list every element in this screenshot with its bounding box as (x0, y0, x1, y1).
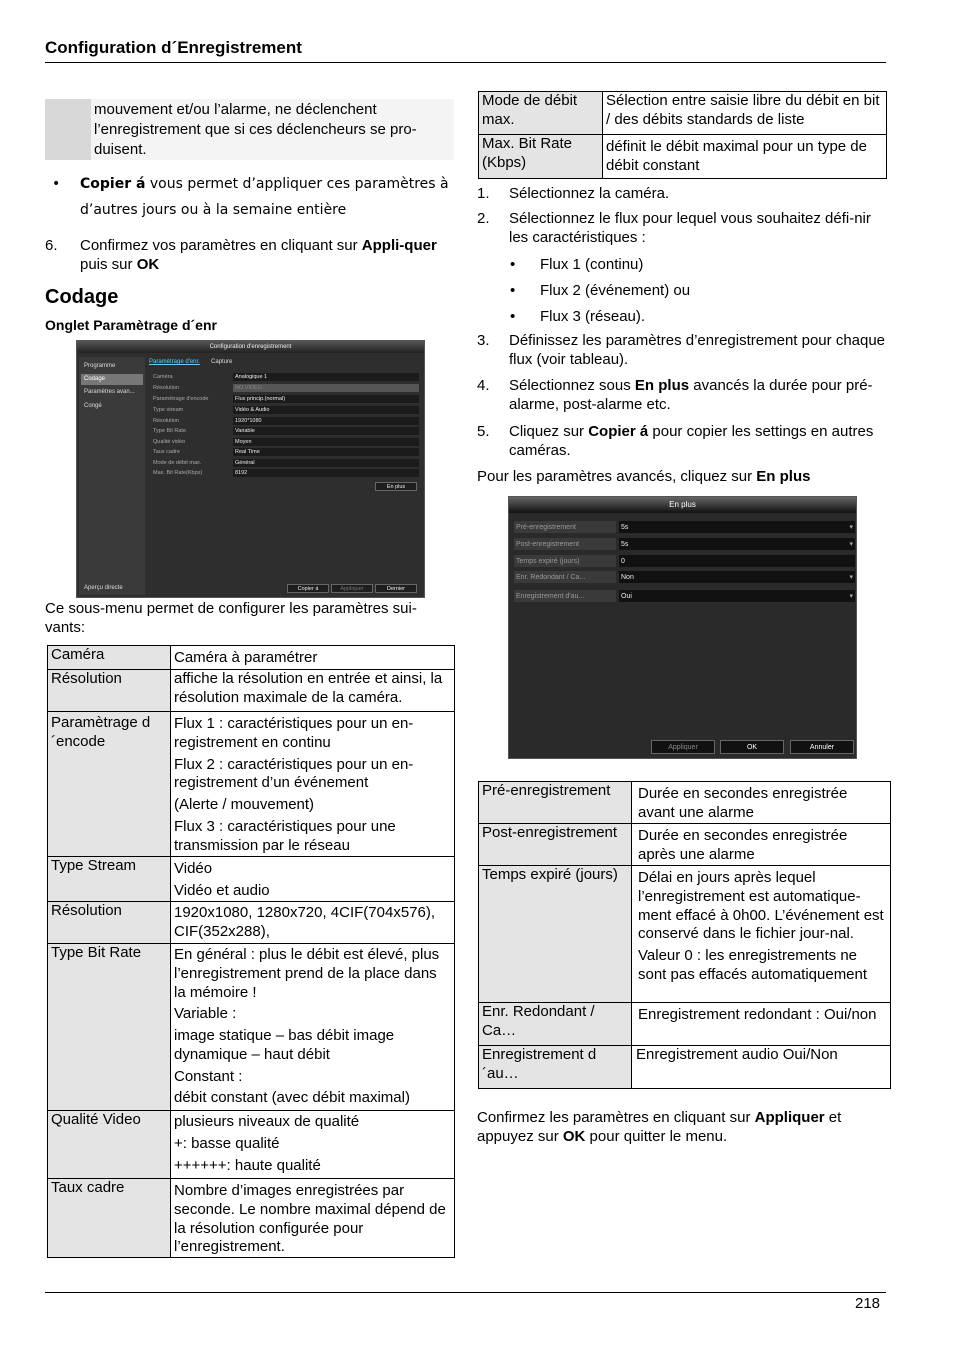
cancel-button[interactable]: Annuler (790, 740, 854, 754)
page-number: 218 (855, 1295, 881, 1312)
advanced-intro: Pour les paramètres avancés, cliquez sur En plus (477, 468, 811, 485)
table-row (48, 670, 455, 712)
sidebar-item-programme[interactable]: Programme (84, 363, 116, 369)
row-value: Flux 1 : caractéristiques pour un en-registrement en continu Flux 2 : caractéristiques pour un en-registrement d’un événement (Alerte / mouvement) Flux 3 : caractéristiques pour une transmission par le réseau (171, 712, 455, 857)
row-key: Enr. Redondant / Ca… (479, 1003, 632, 1046)
record-config-screenshot (76, 340, 425, 598)
row-value: 1920x1080, 1280x720, 4CIF(704x576), CIF(352x288), (171, 902, 455, 944)
chevron-down-icon[interactable]: ▾ (849, 541, 853, 548)
copy-bold: Copier á (80, 176, 146, 192)
table-row (479, 782, 891, 824)
dialog-title: Configuration d'enregistrement (77, 341, 424, 353)
table-row (48, 944, 455, 1111)
more-settings-screenshot (508, 496, 857, 759)
table-row (48, 857, 455, 902)
field-post-record[interactable]: Post-enregistrement 5s ▾ (513, 538, 857, 551)
row-value: Caméra à paramétrer (171, 646, 455, 670)
table-row (48, 1179, 455, 1258)
bitrate-table (478, 91, 887, 179)
table-row (48, 1111, 455, 1179)
table-row (48, 902, 455, 944)
footer-divider (45, 1292, 886, 1293)
table-row (479, 1046, 891, 1089)
field-audio-record[interactable]: Enregistrement d'au... Oui ▾ (513, 590, 857, 603)
more-button[interactable]: En plus (375, 482, 417, 491)
field-expiry-days[interactable]: Temps expiré (jours) 0 (513, 555, 857, 568)
table-row (48, 712, 455, 857)
copy-to-button[interactable]: Copier á (287, 584, 329, 593)
field-stream-type[interactable]: Type stream Vidéo & Audio (151, 406, 419, 415)
sidebar-item-advanced[interactable]: Paramètres avan... (84, 389, 135, 395)
confirm-text: Confirmez les paramètres en cliquant sur Appliquer et appuyez sur OK pour quitter le menu. (477, 1109, 842, 1146)
row-key: Pré-enregistrement (479, 782, 632, 824)
field-pre-record[interactable]: Pré-enregistrement 5s ▾ (513, 521, 857, 534)
sidebar-item-codage[interactable]: Codage (81, 374, 143, 385)
row-value: En général : plus le débit est élevé, plus l’enregistrement prend de la place dans la mémoire ! Variable : image statique – bas débit image dynamique – haut débit Constant : débit constant (avec débit maximal) (171, 944, 455, 1111)
field-resolution-input: Résolution NO VIDEO (151, 384, 419, 393)
tab-capture[interactable]: Capture (211, 359, 233, 365)
field-bitrate-type[interactable]: Type Bit Rate Variable (151, 427, 419, 436)
note-text: mouvement et/ou l’alarme, ne déclenchent l’enregistrement que si ces déclencheurs se pro-duisent. (94, 101, 417, 158)
row-key: Taux cadre (48, 1179, 171, 1258)
field-redundant[interactable]: Enr. Redondant / Ca... Non ▾ (513, 571, 857, 584)
chevron-down-icon[interactable]: ▾ (849, 524, 853, 531)
table-row (479, 92, 887, 135)
row-key: Résolution (48, 670, 171, 712)
dialog-title: En plus (509, 497, 856, 513)
field-resolution[interactable]: Résolution 1920*1080 (151, 417, 419, 426)
copy-bullet-text (80, 172, 452, 224)
row-value: Durée en secondes enregistrée avant une alarme (632, 782, 891, 824)
table-row (48, 646, 455, 670)
row-key: Post-enregistrement (479, 824, 632, 866)
row-value: Durée en secondes enregistrée après une alarme (632, 824, 891, 866)
row-key: Mode de débit max. (479, 92, 603, 135)
row-key: Enregistrement d´au… (479, 1046, 632, 1089)
table-row (479, 1003, 891, 1046)
params-table (47, 645, 455, 1258)
ok-button[interactable]: OK (720, 740, 784, 754)
row-value: définit le débit maximal pour un type de débit constant (603, 135, 887, 179)
bullet-dot: • (52, 176, 61, 192)
field-max-bitrate[interactable]: Max. Bit Rate(Kbps) 8192 (151, 469, 419, 478)
table-row (479, 824, 891, 866)
field-max-bitrate-mode[interactable]: Mode de débit max. Général (151, 459, 419, 468)
row-key: Qualité Video (48, 1111, 171, 1179)
note-marker (45, 99, 91, 160)
row-value: Vidéo Vidéo et audio (171, 857, 455, 902)
chevron-down-icon[interactable]: ▾ (849, 593, 853, 600)
row-value: plusieurs niveaux de qualité +: basse qualité ++++++: haute qualité (171, 1111, 455, 1179)
apply-button[interactable]: Appliquer (331, 584, 373, 593)
sidebar-item-conge[interactable]: Congé (84, 403, 102, 409)
row-key: Paramètrage d´encode (48, 712, 171, 857)
row-key: Max. Bit Rate (Kbps) (479, 135, 603, 179)
row-key: Type Stream (48, 857, 171, 902)
row-value: Enregistrement audio Oui/Non (632, 1046, 891, 1089)
tab-record-settings[interactable]: Paramètrage d'enr. (149, 359, 200, 365)
field-camera[interactable]: Caméra Analogique 1 (151, 373, 419, 382)
header-divider (45, 62, 886, 63)
row-key: Type Bit Rate (48, 944, 171, 1111)
row-value: Délai en jours après lequel l’enregistrement est automatique-ment effacé à 0h00. L’événement est conservé dans le fichier jour-nal. Valeur 0 : les enregistrements ne sont pas effacés automatiquement (632, 866, 891, 1003)
section-heading: Codage (45, 286, 119, 308)
row-value: Sélection entre saisie libre du débit en bit / des débits standards de liste (603, 92, 887, 135)
row-value: Enregistrement redondant : Oui/non (632, 1003, 891, 1046)
back-button[interactable]: Dernier (375, 584, 417, 593)
note-box (45, 99, 454, 160)
live-view-button[interactable]: Aperçu directe (84, 585, 123, 591)
apply-button[interactable]: Appliquer (651, 740, 715, 754)
advanced-table (478, 781, 891, 1089)
step-number: 6. (45, 237, 58, 254)
sidebar (79, 357, 145, 595)
row-key: Caméra (48, 646, 171, 670)
field-frame-rate[interactable]: Taux cadre Real Time (151, 448, 419, 457)
field-quality[interactable]: Qualité vidéo Moyen (151, 438, 419, 447)
table-row (479, 866, 891, 1003)
row-value: Nombre d’images enregistrées par seconde. Le nombre maximal dépend de la résolution configurée pour l’enregistrement. (171, 1179, 455, 1258)
step-6-text: Confirmez vos paramètres en cliquant sur Appli-quer puis sur OK (80, 237, 437, 274)
table-row (479, 135, 887, 179)
subsection-heading: Onglet Paramètrage d´enr (45, 317, 217, 333)
row-key: Résolution (48, 902, 171, 944)
row-value: affiche la résolution en entrée et ainsi, la résolution maximale de la caméra. (171, 670, 455, 712)
chevron-down-icon[interactable]: ▾ (849, 574, 853, 581)
copy-desc: vous permet d’appliquer ces paramètres à d’autres jours ou à la semaine entière (80, 176, 449, 218)
intro-text: Ce sous-menu permet de configurer les paramètres sui-vants: (45, 600, 417, 637)
page-header-title: Configuration d´Enregistrement (45, 38, 302, 57)
row-key: Temps expiré (jours) (479, 866, 632, 1003)
field-encode[interactable]: Paramètrage d'encode Flux princip.(normal) (151, 395, 419, 404)
